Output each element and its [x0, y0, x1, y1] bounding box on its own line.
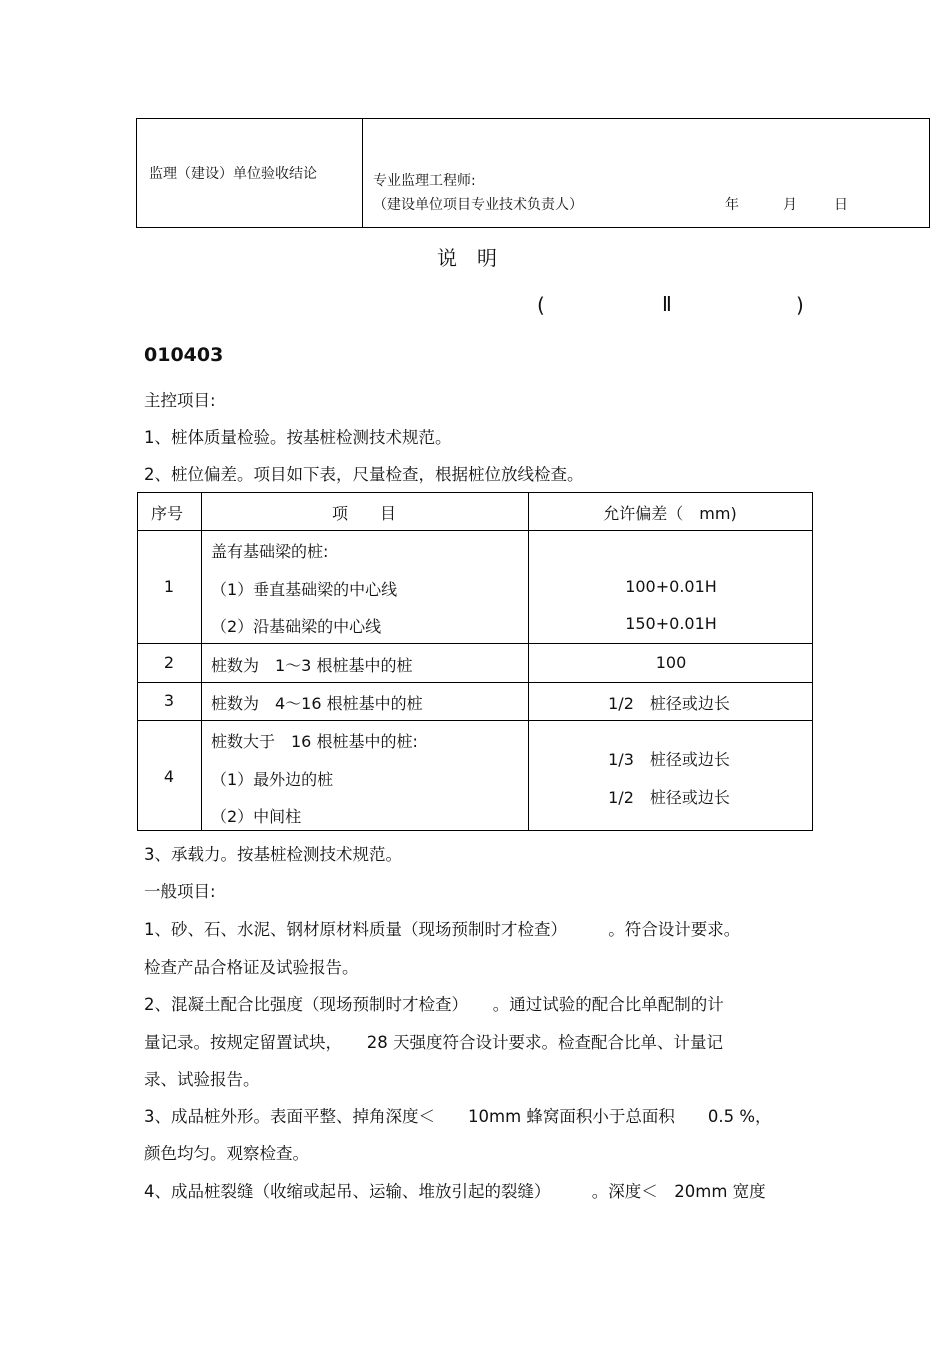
- owner-rep-label: （建设单位项目专业技术负责人）: [373, 197, 583, 213]
- day-label: 日: [834, 197, 848, 213]
- header-tolerance: 允许偏差（ mm): [603, 504, 737, 523]
- general-item-2-line-2: 量记录。按规定留置试块， 28 天强度符合设计要求。检查配合比单、计量记: [144, 1033, 723, 1052]
- general-item-1-line-2: 检查产品合格证及试验报告。: [144, 958, 359, 977]
- row1-no: 1: [163, 577, 175, 596]
- row2-no: 2: [163, 653, 175, 672]
- roman-numeral: Ⅱ: [662, 292, 672, 316]
- general-items-label: 一般项目:: [144, 882, 216, 901]
- row3-item-0: 桩数为 4～16 根桩基中的桩: [211, 694, 423, 713]
- row1-item-1: （1）垂直基础梁的中心线: [211, 580, 398, 599]
- row3-value-0: 1/2 桩径或边长: [608, 694, 730, 713]
- row4-value-0: 1/3 桩径或边长: [608, 750, 730, 769]
- row4-item-0: 桩数大于 16 根桩基中的桩:: [211, 732, 418, 751]
- row1-value-1: 150+0.01H: [625, 614, 717, 633]
- general-item-2-line-3: 录、试验报告。: [144, 1070, 260, 1089]
- row3-no: 3: [163, 691, 175, 710]
- header-item: 项 目: [331, 504, 397, 523]
- general-item-2-line-1: 2、混凝土配合比强度（现场预制时才检查） 。通过试验的配合比单配制的计: [144, 995, 724, 1014]
- header-no: 序号: [150, 504, 184, 523]
- main-item-3: 3、承载力。按基桩检测技术规范。: [144, 845, 402, 864]
- deviation-table: [137, 492, 813, 831]
- paren-close: ): [796, 293, 804, 317]
- paren-open: (: [537, 293, 545, 317]
- row4-value-1: 1/2 桩径或边长: [608, 788, 730, 807]
- row1-item-2: （2）沿基础梁的中心线: [211, 617, 382, 636]
- engineer-label: 专业监理工程师:: [373, 173, 476, 189]
- section-code: 010403: [144, 344, 224, 366]
- main-items-label: 主控项目:: [144, 391, 216, 410]
- row2-value-0: 100: [655, 653, 687, 672]
- row4-no: 4: [163, 767, 175, 786]
- general-item-1-line-1: 1、砂、石、水泥、钢材原材料质量（现场预制时才检查） 。符合设计要求。: [144, 920, 741, 939]
- general-item-3-line-1: 3、成品桩外形。表面平整、掉角深度＜ 10mm 蜂窝面积小于总面积 0.5 %，: [144, 1107, 772, 1126]
- row1-item-0: 盖有基础梁的桩:: [211, 542, 329, 561]
- year-label: 年: [725, 197, 739, 213]
- row2-item-0: 桩数为 1～3 根桩基中的桩: [211, 656, 413, 675]
- month-label: 月: [783, 197, 797, 213]
- general-item-3-line-2: 颜色均匀。观察检查。: [144, 1144, 309, 1163]
- main-item-1: 1、桩体质量检验。按基桩检测技术规范。: [144, 428, 452, 447]
- row1-value-0: 100+0.01H: [625, 577, 717, 596]
- row4-item-2: （2）中间柱: [211, 807, 302, 826]
- signoff-table: [136, 118, 930, 228]
- main-item-2: 2、桩位偏差。项目如下表，尺量检查，根据桩位放线检查。: [144, 465, 584, 484]
- signoff-label: 监理（建设）单位验收结论: [149, 166, 317, 182]
- row4-item-1: （1）最外边的桩: [211, 770, 334, 789]
- page-title: 说 明: [437, 246, 497, 270]
- general-item-4-line-1: 4、成品桩裂缝（收缩或起吊、运输、堆放引起的裂缝） 。深度＜ 20mm 宽度: [144, 1182, 766, 1201]
